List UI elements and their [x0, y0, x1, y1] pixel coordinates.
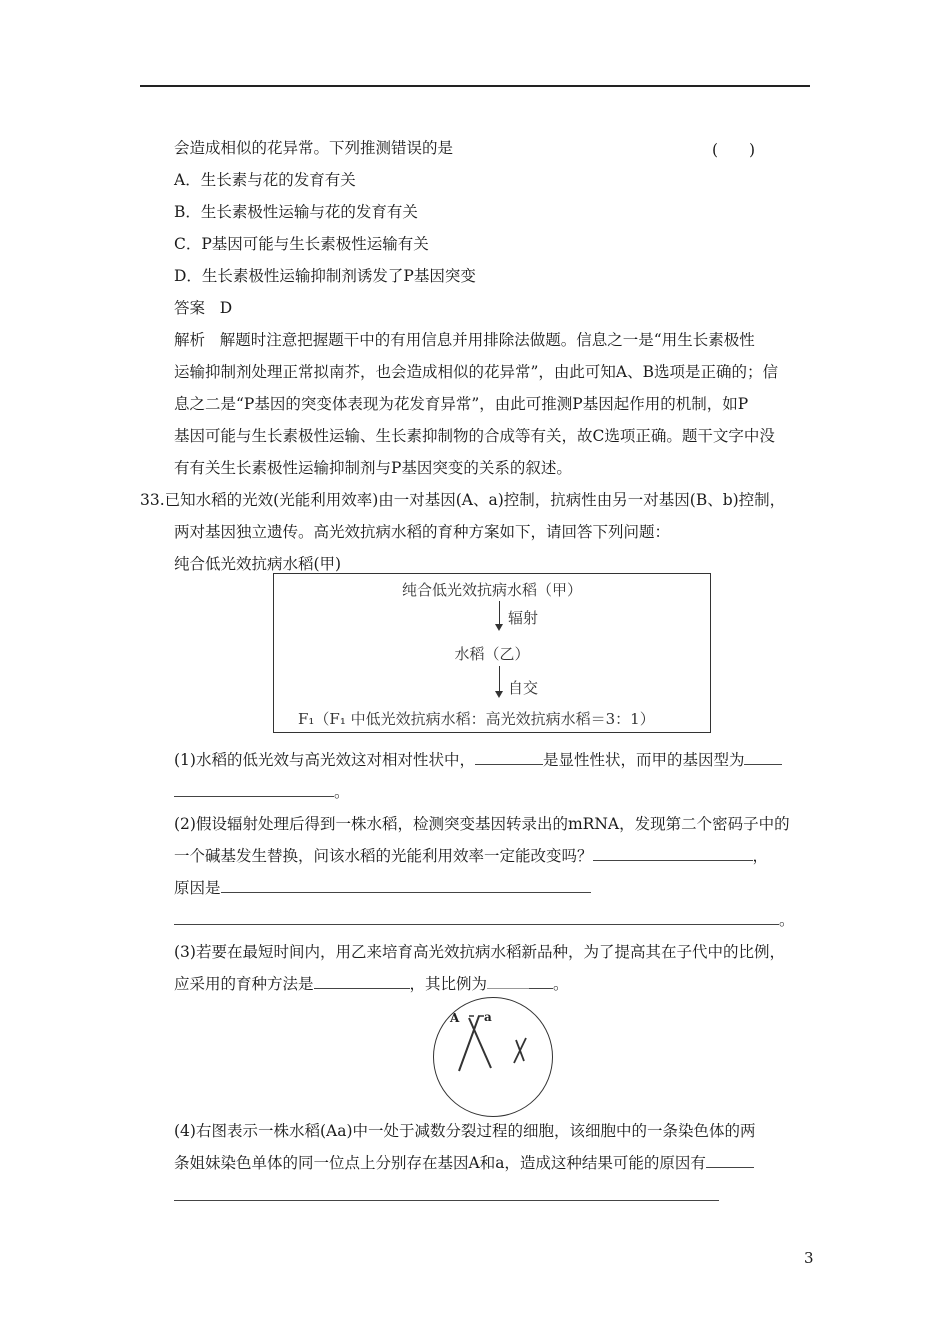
sub3-text-b: ，其比例为 [409, 975, 488, 993]
blank-reason-b[interactable] [174, 910, 779, 925]
analysis-line-2: 运输抑制剂处理正常拟南芥，也会造成相似的花异常”，由此可知A、B选项是正确的；信 [174, 363, 779, 381]
flow-arrow-1 [499, 601, 500, 625]
sub2-text: 一个碱基发生替换，问该水稻的光能利用效率一定能改变吗？ [174, 847, 593, 865]
blank-reason-a[interactable] [221, 878, 591, 893]
blank-genotype-b[interactable] [174, 782, 334, 797]
answer-value: D [219, 299, 233, 317]
sub2-comma: ， [752, 847, 769, 865]
sub1-end: 。 [334, 783, 350, 801]
sub-question-4-line-1: (4)右图表示一株水稻(Aa)中一处于减数分裂过程的细胞，该细胞中的一条染色体的两 [174, 1122, 756, 1140]
analysis-text: 解题时注意把握题干中的有用信息并用排除法做题。信息之一是“用生长素极性 [219, 331, 755, 349]
flow-step-selfing: 自交 [508, 679, 539, 697]
sub3-text-a: 应采用的育种方法是 [174, 975, 314, 993]
sub-question-2-line-3 [174, 878, 591, 898]
cell-diagram [433, 997, 553, 1117]
analysis-line-3: 息之二是“P基因的突变体表现为花发育异常”，由此可推测P基因起作用的机制，如P [174, 395, 749, 413]
blank-breeding-method[interactable] [314, 974, 410, 989]
sub1-text-a: (1)水稻的低光效与高光效这对相对性状中， [174, 751, 475, 769]
gene-label-a: a [484, 1010, 492, 1024]
q33-line-2: 两对基因独立遗传。高光效抗病水稻的育种方案如下，请回答下列问题： [174, 523, 671, 541]
sub-question-2-line-1: (2)假设辐射处理后得到一株水稻，检测突变基因转录出的mRNA，发现第二个密码子中的 [174, 815, 790, 833]
option-c: C．P基因可能与生长素极性运输有关 [174, 235, 429, 253]
analysis-line-4: 基因可能与生长素极性运输、生长素抑制物的合成等有关，故C选项正确。题干文字中没 [174, 427, 775, 445]
option-a: A．生长素与花的发育有关 [174, 171, 356, 189]
blank-efficiency-change[interactable] [593, 846, 753, 861]
q33-line-1: 33.已知水稻的光效(光能利用效率)由一对基因(A、a)控制，抗病性由另一对基因(B、b)控制， [140, 491, 786, 509]
option-b: B．生长素极性运输与花的发育有关 [174, 203, 418, 221]
analysis-line-5: 有有关生长素极性运输抑制剂与P基因突变的关系的叙述。 [174, 459, 572, 477]
breeding-flow-diagram [273, 573, 711, 733]
gene-label-A: A [450, 1011, 460, 1025]
sub-question-3-line-1: (3)若要在最短时间内，用乙来培育高光效抗病水稻新品种，为了提高其在子代中的比例， [174, 943, 785, 961]
analysis-line-1 [174, 330, 755, 350]
sub-question-2-line-2 [174, 846, 768, 866]
sub-question-1 [174, 750, 782, 770]
sub-question-3-line-2 [174, 974, 569, 994]
header-rule [140, 85, 810, 87]
blank-ratio-b[interactable] [529, 974, 553, 989]
question-stem-tail: 会造成相似的花异常。下列推测错误的是 [174, 139, 454, 157]
blank-dominant-trait[interactable] [475, 750, 543, 765]
flow-middle-node: 水稻（乙） [454, 645, 530, 663]
flow-arrow-2 [499, 666, 500, 692]
sub4-text: 条姐妹染色单体的同一位点上分别存在基因A和a，造成这种结果可能的原因有 [174, 1154, 706, 1172]
flow-bottom-node: F₁（F₁ 中低光效抗病水稻：高光效抗病水稻＝3：1） [298, 710, 655, 728]
blank-cause-b[interactable] [174, 1200, 719, 1201]
sub-question-1-cont [174, 782, 350, 802]
sub1-text-b: 是显性性状，而甲的基因型为 [542, 751, 745, 769]
blank-ratio-a[interactable] [487, 974, 529, 989]
blank-genotype-a[interactable] [744, 750, 782, 765]
sub2-reason-label: 原因是 [174, 879, 221, 897]
chromosome-drawing [434, 998, 552, 1116]
answer-paren: ( ) [712, 141, 756, 159]
analysis-label: 解析 [174, 331, 206, 349]
option-d: D．生长素极性运输抑制剂诱发了P基因突变 [174, 267, 476, 285]
sub-question-2-line-4 [174, 910, 795, 930]
answer-row [174, 298, 232, 318]
sister-chromatid-right [469, 1018, 491, 1068]
sub3-end: 。 [553, 975, 569, 993]
sister-chromatid-left [459, 1016, 479, 1071]
flow-step-radiation: 辐射 [508, 609, 539, 627]
flow-arrow-1-head [495, 624, 503, 631]
page-number: 3 [804, 1249, 814, 1267]
sub-question-4-line-2 [174, 1153, 754, 1173]
sub2-end: 。 [779, 911, 795, 929]
answer-label: 答案 [174, 299, 206, 317]
flow-top-node: 纯合低光效抗病水稻（甲） [401, 581, 582, 599]
q33-caption: 纯合低光效抗病水稻(甲) [174, 555, 342, 573]
blank-cause-a[interactable] [706, 1153, 754, 1168]
flow-arrow-2-head [495, 691, 503, 698]
